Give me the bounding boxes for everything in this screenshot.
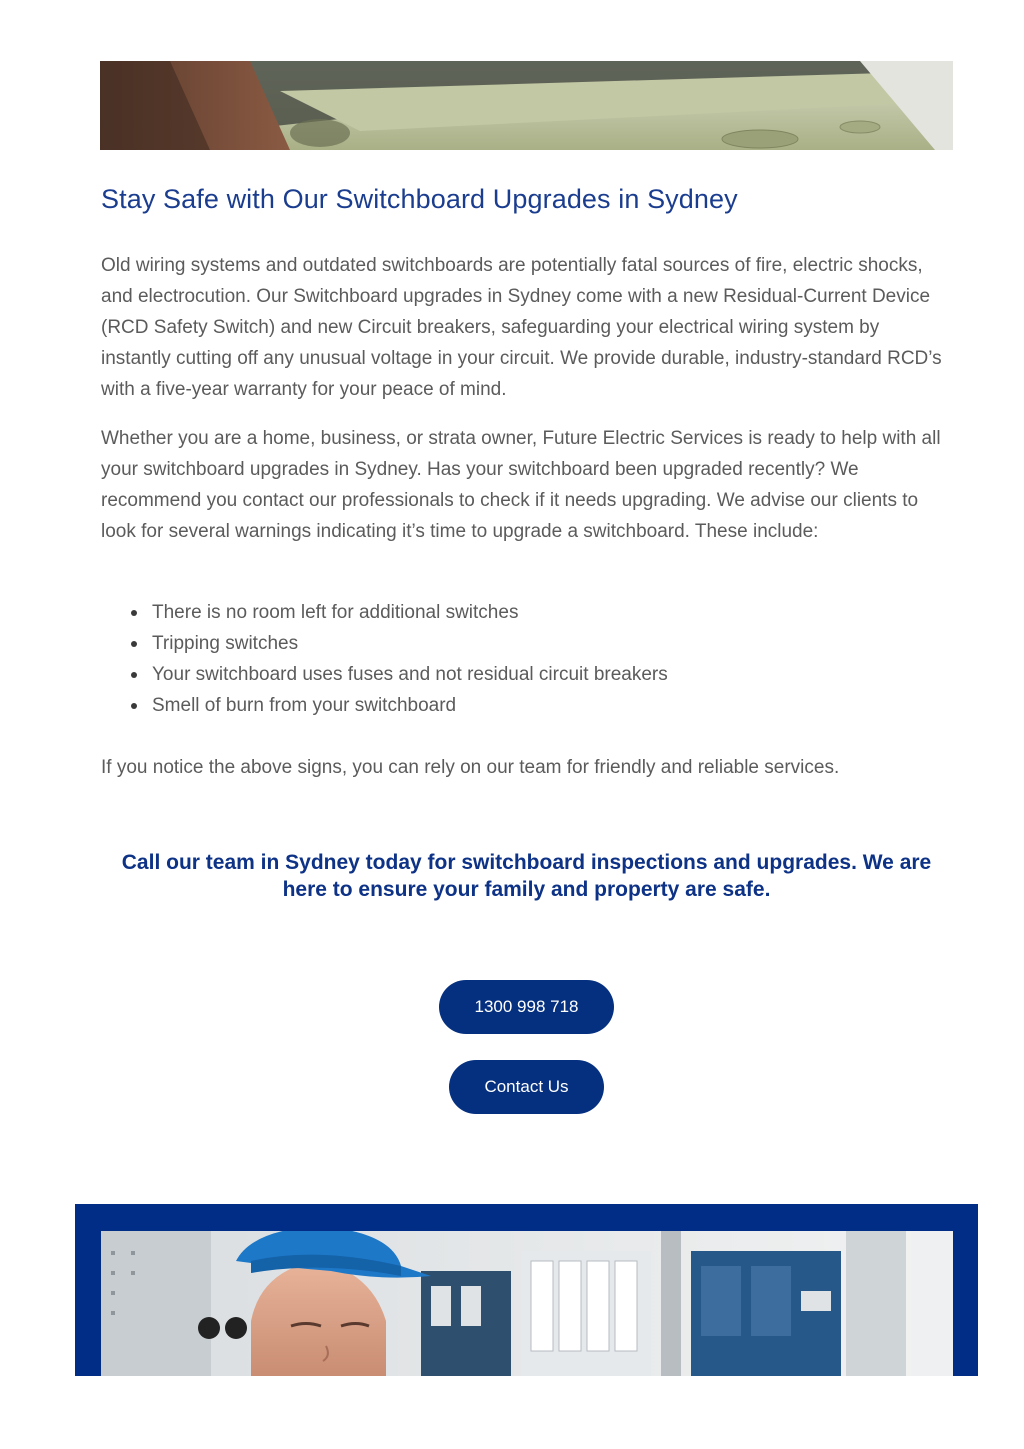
electrician-photo — [101, 1231, 953, 1376]
intro-paragraph: Old wiring systems and outdated switchboards are potentially fatal sources of fire, electric shocks, and electrocution. Our Switchboard upgrades in Sydney come with a new Residual-Current Device (RCD Safety Switch) and new Circuit breakers, safeguarding your electrical wiring system by instantly cutting off any unusual voltage in your circuit. We provide durable, industry-standard RCD’s with a five-year warranty for your peace of mind. — [101, 255, 942, 400]
bullet-icon — [131, 703, 137, 709]
closing-paragraph: If you notice the above signs, you can rely on our team for friendly and reliable services. — [101, 757, 840, 778]
list-item — [101, 628, 668, 659]
bullet-icon — [131, 641, 137, 647]
cta-heading: Call our team in Sydney today for switchboard inspections and upgrades. We are here to ensure your family and property are safe. — [121, 851, 932, 901]
list-item-text: Your switchboard uses fuses and not residual circuit breakers — [152, 664, 668, 685]
contact-us-button[interactable]: Contact Us — [449, 1060, 604, 1114]
electrician-photo-graphic — [101, 1231, 953, 1376]
list-item-text: Tripping switches — [152, 633, 299, 654]
list-item — [101, 690, 668, 721]
list-item-text: There is no room left for additional switches — [152, 602, 519, 623]
hero-image-graphic — [100, 61, 953, 150]
hero-image — [100, 61, 953, 150]
list-item — [101, 659, 668, 690]
warnings-list — [101, 597, 668, 721]
call-phone-button[interactable]: 1300 998 718 — [439, 980, 614, 1034]
bullet-icon — [131, 610, 137, 616]
bottom-image-band — [75, 1204, 978, 1376]
section-title: Stay Safe with Our Switchboard Upgrades in Sydney — [101, 184, 738, 214]
warnings-paragraph: Whether you are a home, business, or strata owner, Future Electric Services is ready to help with all your switchboard upgrades in Sydney. Has your switchboard been upgraded recently? We recommend you contact our professionals to check if it needs upgrading. We advise our clients to look for several warnings indicating it’s time to upgrade a switchboard. These include: — [101, 428, 941, 542]
list-item — [101, 597, 668, 628]
bullet-icon — [131, 672, 137, 678]
list-item-text: Smell of burn from your switchboard — [152, 695, 457, 716]
